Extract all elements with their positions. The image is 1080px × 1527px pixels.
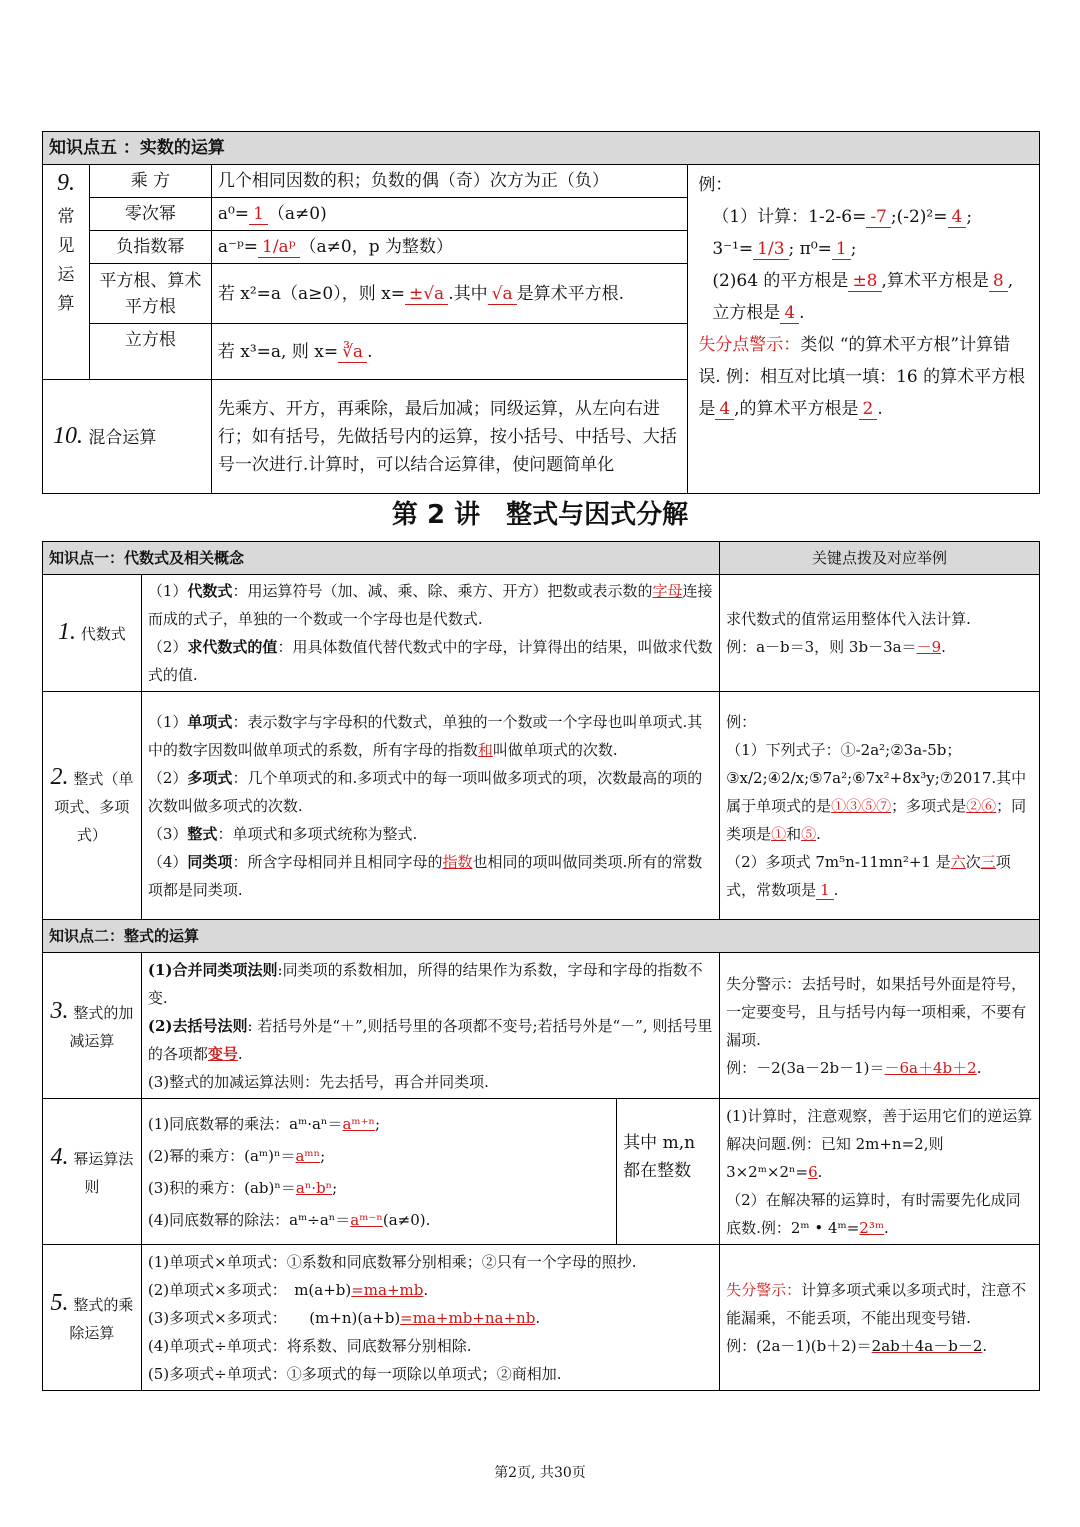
item10-label: 混合运算 xyxy=(88,427,157,448)
item1-label: 代数式 xyxy=(80,625,126,643)
item1-cell xyxy=(43,575,142,692)
row-sqrt-content: 若 x²=a（a≥0），则 x= ±√a .其中 √a 是算术平方根. xyxy=(211,264,687,324)
row-cbrt-content: 若 x³=a, 则 x= ∛a . xyxy=(211,324,687,380)
item3-cell xyxy=(43,953,142,1099)
item4-content: (1)同底数幂的乘法：aᵐ·aⁿ＝aᵐ⁺ⁿ; (2)幂的乘方：(aᵐ)ⁿ＝aᵐⁿ; (3)积的乘方：(ab)ⁿ＝aⁿ·bⁿ; (4)同底数幂的除法：aᵐ÷aⁿ＝aᵐ⁻ⁿ(a≠0). xyxy=(141,1099,616,1245)
example-label: 例： xyxy=(698,175,733,195)
item4-label: 幂运算法则 xyxy=(73,1149,134,1196)
item2-label: 整式（单项式、多项式） xyxy=(54,769,134,844)
section5-header: 知识点五 ：实数的运算 xyxy=(43,132,1040,165)
example-warning: 失分点警示：类似 “的算术平方根”计算错误. 例：相互对比填一填：16 的算术平方根是 4 ,的算术平方根是 2 . xyxy=(698,335,1026,419)
item9-cell xyxy=(43,165,90,380)
knowledge-table xyxy=(42,541,1040,1391)
item2-cell xyxy=(43,692,142,920)
lecture-title: 第 2 讲 整式与因式分解 xyxy=(391,500,689,530)
row-chengfang-content: 几个相同因数的积；负数的偶（奇）次方为正（负） xyxy=(211,165,687,198)
item10-content: 先乘方、开方，再乘除，最后加减；同级运算，从左向右进行；如有括号，先做括号内的运算，按小括号、中括号、大括号一次进行.计算时，可以结合运算律，使问题简单化 xyxy=(211,380,687,494)
row-zero-power-name: 零次幂 xyxy=(89,198,211,231)
page-footer: 第2页, 共30页 xyxy=(494,1465,586,1481)
row-neg-power-name: 负指数幂 xyxy=(89,231,211,264)
example-cell xyxy=(688,165,1040,494)
item1-content: （1）代数式：用运算符号（加、减、乘、除、乘方、开方）把数或表示数的字母连接而成的式子，单独的一个数或一个字母也是代数式. （2）求代数式的值：用具体数值代替代数式中的字母，计算得出的结果，叫做求代数式的值. xyxy=(141,575,719,692)
item2-number: 2. xyxy=(50,763,69,790)
item4-number: 4. xyxy=(50,1143,69,1170)
row-zero-power-content: a⁰= 1 （a≠0) xyxy=(211,198,687,231)
item3-content: (1)合并同类项法则:同类项的系数相加，所得的结果作为系数，字母和字母的指数不变. (2)去括号法则: 若括号外是“＋”,则括号里的各项都不变号;若括号外是“－”, 则括号里的各项都变号. (3)整式的加减运算法则：先去括号，再合并同类项. xyxy=(141,953,719,1099)
k2-header: 知识点二：整式的运算 xyxy=(43,920,1040,953)
item1-number: 1. xyxy=(58,619,77,645)
row-cbrt-name: 立方根 xyxy=(89,324,211,380)
item10-cell xyxy=(43,380,212,494)
row-chengfang-name: 乘 方 xyxy=(89,165,211,198)
item5-cell xyxy=(43,1245,142,1391)
item3-number: 3. xyxy=(50,997,69,1024)
row-sqrt-name: 平方根、算术平方根 xyxy=(89,264,211,324)
item5-number: 5. xyxy=(50,1289,69,1316)
item4-cell xyxy=(43,1099,142,1245)
example-q2: (2)64 的平方根是 ±8 ,算术平方根是 8 ,立方根是 4 . xyxy=(712,271,1014,323)
k1-header: 知识点一：代数式及相关概念 xyxy=(43,542,720,575)
item10-number: 10. xyxy=(53,422,83,449)
item2-content: （1）单项式：表示数字与字母积的代数式，单独的一个数或一个字母也叫单项式.其中的数字因数叫做单项式的系数，所有字母的指数和叫做单项式的次数. （2）多项式：几个单项式的和.多项式中的每一项叫做多项式的项，次数最高的项的次数叫做多项式的次数. （3）整式：单项式和多项式统称为整式. （4）同类项：所含字母相同并且相同字母的指数也相同的项叫做同类项.所有的常数项都是同类项. xyxy=(141,692,719,920)
item5-content: (1)单项式×单项式：①系数和同底数幂分别相乘；②只有一个字母的照抄. (2)单项式×多项式： m(a+b)=ma+mb. (3)多项式×多项式： (m+n)(a+b)=ma+mb+na+nb. (4)单项式÷单项式：将系数、同底数幂分别相除. (5)多项式÷单项式：①多项式的每一项除以单项式；②商相加. xyxy=(141,1245,719,1391)
item3-right: 失分警示：去括号时，如果括号外面是符号，一定要变号，且与括号内每一项相乘，不要有漏项. 例：－2(3a－2b－1)＝－6a＋4b＋2. xyxy=(720,953,1040,1099)
section5-table xyxy=(42,131,1040,494)
item2-right: 例： （1）下列式子：①-2a²;②3a-5b；③x/2;④2/x;⑤7a²;⑥7x²+8x³y;⑦2017.其中属于单项式的是①③⑤⑦；多项式是②⑥；同类项是①和⑤. （2）多项式 7m⁵n-11mn²+1 是六次三项式，常数项是 1 . xyxy=(720,692,1040,920)
item4-note: 其中 m,n 都在整数 xyxy=(617,1099,720,1245)
example-q1: （1）计算：1-2-6= -7 ;(-2)²= 4 ; 3⁻¹= 1/3 ; π⁰= 1 ; xyxy=(712,207,973,259)
item1-right: 求代数式的值常运用整体代入法计算. 例：a－b＝3，则 3b－3a＝－9. xyxy=(720,575,1040,692)
k1-header-right: 关键点拨及对应举例 xyxy=(720,542,1040,575)
item4-right: (1)计算时，注意观察，善于运用它们的逆运算解决问题.例：已知 2m+n=2,则 3×2ᵐ×2ⁿ=6. （2）在解决幂的运算时，有时需要先化成同底数.例：2ᵐ • 4ᵐ=2³ᵐ. xyxy=(720,1099,1040,1245)
item9-number: 9. xyxy=(56,170,75,196)
item3-label: 整式的加减运算 xyxy=(69,1003,134,1050)
item9-label: 常见运算 xyxy=(57,207,75,314)
row-neg-power-content: a⁻ᵖ= 1/aᵖ （a≠0，p 为整数） xyxy=(211,231,687,264)
item5-right: 失分警示：计算多项式乘以多项式时，注意不能漏乘，不能丢项，不能出现变号错. 例：(2a－1)(b＋2)＝2ab＋4a－b－2. xyxy=(720,1245,1040,1391)
item5-label: 整式的乘除运算 xyxy=(69,1295,134,1342)
